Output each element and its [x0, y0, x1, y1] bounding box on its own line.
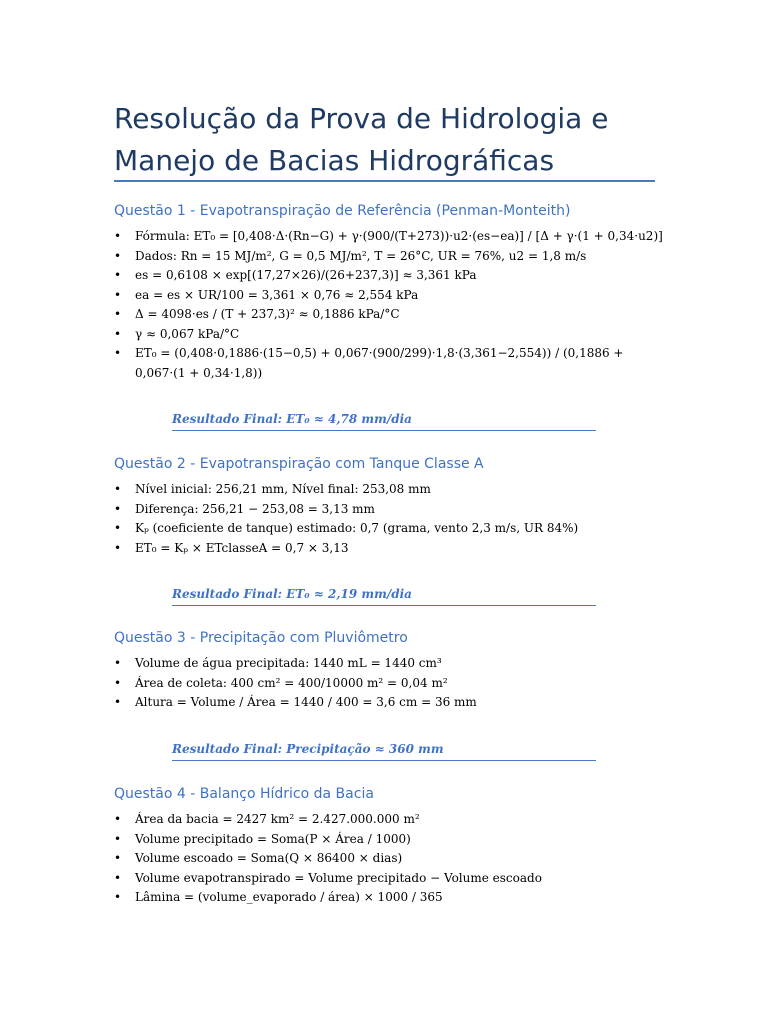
- list-item: • Volume precipitado = Soma(P × Área / 1000): [114, 830, 659, 850]
- bullet-list: [114, 227, 663, 383]
- section-questao-4: [114, 784, 659, 908]
- bullet-icon: •: [114, 326, 122, 341]
- bullet-icon: •: [114, 695, 122, 709]
- list-item: • Kₚ (coeficiente de tanque) estimado: 0,7 (grama, vento 2,3 m/s, UR 84%): [114, 519, 659, 539]
- result-text: Resultado Final: Precipitação ≈ 360 mm: [172, 742, 444, 756]
- section-questao-2: [114, 454, 659, 558]
- page-title: Resolução da Prova de Hidrologia e Manejo de Bacias Hidrográficas: [114, 102, 609, 177]
- bullet-icon: •: [114, 287, 122, 302]
- section-questao-3: [114, 628, 659, 713]
- bullet-icon: •: [114, 229, 122, 243]
- bullet-icon: •: [114, 521, 122, 535]
- list-item: • Δ = 4098·es / (T + 237,3)² ≈ 0,1886 kPa/°C: [114, 305, 659, 325]
- list-item: • Diferença: 256,21 − 253,08 = 3,13 mm: [114, 500, 659, 520]
- bullet-icon: •: [114, 482, 122, 496]
- list-item: • ET₀ = (0,408·0,1886·(15−0,5) + 0,067·(900/299)·1,8·(3,361−2,554)) / (0,1886 + 0,067·(1 + 0,34·1,8)): [114, 346, 624, 380]
- bullet-icon: •: [114, 656, 122, 670]
- section-heading: Questão 3 - Precipitação com Pluviômetro: [114, 630, 408, 646]
- list-item: • Volume de água precipitada: 1440 mL = 1440 cm³: [114, 654, 659, 674]
- bullet-icon: •: [114, 540, 122, 555]
- bullet-icon: •: [114, 851, 122, 865]
- result-box-questao-1: [172, 410, 596, 431]
- list-item: • ET₀ = Kₚ × ETclasseA = 0,7 × 3,13: [114, 539, 659, 559]
- result-box-questao-2: [172, 585, 596, 606]
- bullet-icon: •: [114, 831, 122, 846]
- list-item: • Dados: Rn = 15 MJ/m², G = 0,5 MJ/m², T = 26°C, UR = 76%, u2 = 1,8 m/s: [114, 247, 659, 267]
- list-item: • ea = es × UR/100 = 3,361 × 0,76 ≈ 2,554 kPa: [114, 286, 659, 306]
- list-item: • Fórmula: ET₀ = [0,408·Δ·(Rn−G) + γ·(900/(T+273))·u2·(es−ea)] / [Δ + γ·(1 + 0,34·u2)]: [114, 227, 659, 247]
- section-heading: Questão 2 - Evapotranspiração com Tanque Classe A: [114, 456, 484, 472]
- list-item: • Volume evapotranspirado = Volume precipitado − Volume escoado: [114, 869, 659, 889]
- bullet-icon: •: [114, 268, 122, 282]
- title-divider: [114, 180, 655, 182]
- bullet-list: [114, 480, 659, 558]
- bullet-list: [114, 654, 659, 713]
- bullet-icon: •: [114, 248, 122, 263]
- bullet-list: [114, 810, 659, 908]
- bullet-icon: •: [114, 890, 122, 904]
- bullet-icon: •: [114, 346, 122, 360]
- bullet-icon: •: [114, 675, 122, 690]
- bullet-icon: •: [114, 307, 122, 321]
- section-heading: Questão 4 - Balanço Hídrico da Bacia: [114, 786, 374, 802]
- list-item: • Volume escoado = Soma(Q × 86400 × dias): [114, 849, 659, 869]
- list-item: • Nível inicial: 256,21 mm, Nível final: 253,08 mm: [114, 480, 659, 500]
- bullet-icon: •: [114, 812, 122, 826]
- result-text: Resultado Final: ET₀ ≈ 4,78 mm/dia: [172, 412, 412, 426]
- bullet-icon: •: [114, 870, 122, 885]
- section-heading: Questão 1 - Evapotranspiração de Referência (Penman-Monteith): [114, 203, 571, 219]
- list-item: • γ ≈ 0,067 kPa/°C: [114, 325, 659, 345]
- bullet-icon: •: [114, 501, 122, 516]
- result-box-questao-3: [172, 740, 596, 761]
- list-item: • es = 0,6108 × exp[(17,27×26)/(26+237,3)] ≈ 3,361 kPa: [114, 266, 659, 286]
- list-item: • Altura = Volume / Área = 1440 / 400 = 3,6 cm = 36 mm: [114, 693, 659, 713]
- list-item: • Lâmina = (volume_evaporado / área) × 1000 / 365: [114, 888, 659, 908]
- list-item: • Área da bacia = 2427 km² = 2.427.000.000 m²: [114, 810, 659, 830]
- section-questao-1: [114, 201, 663, 383]
- list-item: • Área de coleta: 400 cm² = 400/10000 m² = 0,04 m²: [114, 674, 659, 694]
- result-text: Resultado Final: ET₀ ≈ 2,19 mm/dia: [172, 587, 412, 601]
